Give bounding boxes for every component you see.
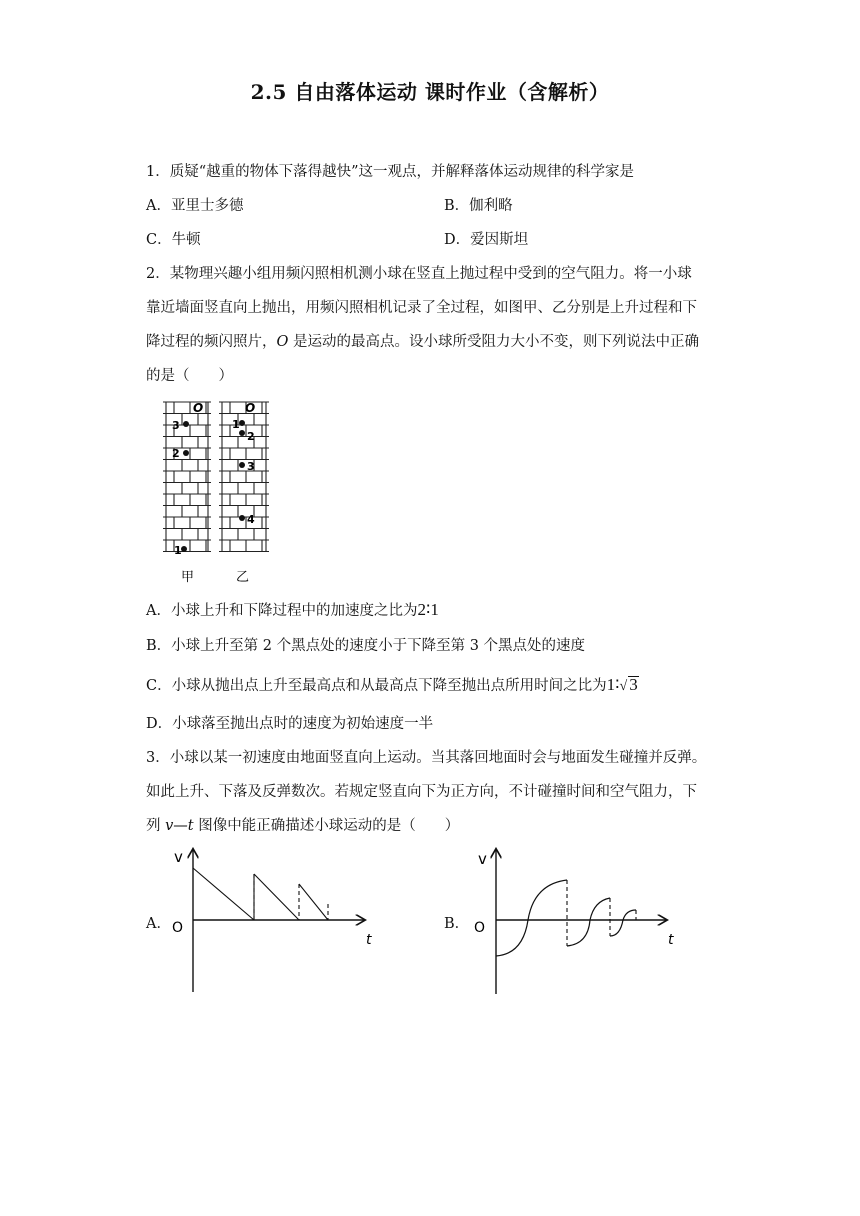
graph-a-t-label: t [366,932,372,948]
jia-dot-2 [183,450,189,456]
page-title: 2.5 自由落体运动 课时作业（含解析） [250,80,610,104]
top-label-o-yi: O [245,401,256,415]
top-label-o-jia: O [193,401,204,415]
q2-option-a-text: A．小球上升和下降过程中的加速度之比为 [146,603,418,619]
graph-b-curve [496,880,636,956]
graph-b-dashed [567,880,636,946]
q3-vt-label: v—t [165,818,194,834]
q2-option-c-text: C．小球从抛出点上升至最高点和从最高点下降至抛出点所用时间之比为 [146,678,607,694]
jia-dot-3 [183,421,189,427]
q2-option-a[interactable] [146,600,439,621]
yi-dot-2 [239,430,245,436]
yi-dot-3 [239,462,245,468]
yi-label-2: 2 [247,430,255,443]
graph-b-origin: O [474,920,486,936]
q2-option-d[interactable]: D．小球落至抛出点时的速度为初始速度一半 [146,716,434,732]
q3-option-a-label[interactable]: A． [146,916,171,932]
q2-option-c[interactable]: C．小球从抛出点上升至最高点和从最高点下降至抛出点所用时间之比为1∶√ 3 [146,675,638,694]
q2-stem-line2: 靠近墙面竖直向上抛出，用频闪照相机记录了全过程，如图甲、乙分别是上升过程和下 [146,300,697,316]
q3-graph-b[interactable] [468,846,688,996]
label-yi: 乙 [236,570,250,585]
q2-stem-line3-b: 是运动的最高点。设小球所受阻力大小不变，则下列说法中正确 [288,334,699,350]
q2-stem-line4: 的是（ ） [146,368,233,384]
q3-graph-a[interactable] [168,846,388,996]
q1-option-a[interactable]: A．亚里士多德 [146,198,244,214]
yi-label-3: 3 [247,460,255,473]
q2-option-c-ratio-sqrt: 3 [629,675,638,694]
q2-strobe-figure [160,398,300,588]
q2-option-c-ratio-left: 1∶ [606,675,620,694]
q1-option-c[interactable]: C．牛顿 [146,232,201,248]
graph-a-origin: O [172,920,184,936]
q3-stem-line2: 如此上升、下落及反弹数次。若规定竖直向下为正方向，不计碰撞时间和空气阻力，下 [146,784,697,800]
yi-label-1: 1 [232,418,240,431]
q3-option-b-label[interactable]: B． [444,916,470,932]
q2-stem-line3 [146,332,699,352]
jia-label-3: 3 [172,419,180,432]
graph-a-curve [193,868,254,920]
q3-stem-line3 [146,816,459,836]
q3-stem-line3-b: 图像中能正确描述小球运动的是（ ） [193,818,460,834]
q2-option-b[interactable]: B．小球上升至第 2 个黑点处的速度小于下降至第 3 个黑点处的速度 [146,638,586,654]
q1-option-b[interactable]: B．伽利略 [444,198,513,214]
yi-label-4: 4 [247,513,255,526]
yi-dot-1 [239,420,245,426]
graph-b-t-label: t [668,932,674,948]
q2-stem-line3-a: 降过程的频闪照片， [146,334,277,350]
graph-a-dashed [254,874,328,920]
jia-label-2: 2 [172,447,180,460]
q2-stem-line1: 2．某物理兴趣小组用频闪照相机测小球在竖直上抛过程中受到的空气阻力。将一小球 [146,266,692,282]
q2-highest-point-label: O [276,334,289,350]
graph-a-curve-2 [254,874,328,920]
q3-stem-line3-a: 列 [146,818,166,834]
jia-dot-1 [181,546,187,552]
q1-stem: 1．质疑“越重的物体下落得越快”这一观点，并解释落体运动规律的科学家是 [146,164,635,180]
label-jia: 甲 [181,570,195,585]
q1-option-d[interactable]: D．爱因斯坦 [444,232,529,248]
q3-stem-line1: 3．小球以某一初速度由地面竖直向上运动。当其落回地面时会与地面发生碰撞并反弹。 [146,750,707,766]
graph-b-v-label: v [478,850,487,868]
q2-option-a-ratio: 2∶1 [417,600,439,619]
yi-dot-4 [239,515,245,521]
graph-a-v-label: v [174,848,183,866]
jia-label-1: 1 [174,544,182,557]
